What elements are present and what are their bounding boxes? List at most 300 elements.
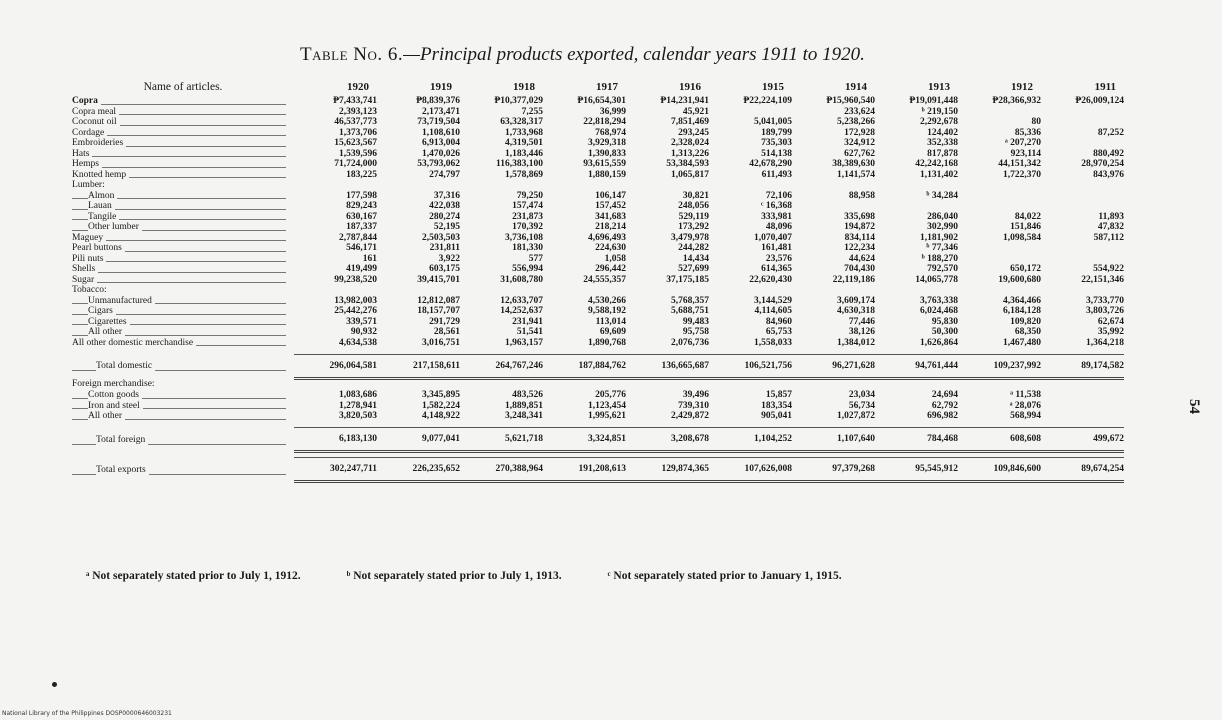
- exports-table: [72, 78, 1124, 483]
- value-cell: 194,872: [844, 222, 875, 233]
- value-cell: [460, 378, 543, 390]
- value-cell: [709, 180, 792, 191]
- value-cell: 293,245: [678, 127, 709, 138]
- article-name: Total exports: [96, 465, 149, 475]
- value-cell: 1,065,817: [671, 169, 709, 180]
- article-name: Hemps: [72, 159, 102, 169]
- article-name-cell: [72, 212, 294, 223]
- value-cell: 44,624: [848, 253, 875, 264]
- value-cell: [709, 107, 792, 118]
- value-cell: ₱14,231,941: [660, 96, 709, 107]
- article-name: Hats: [72, 149, 92, 159]
- value-cell: 2,328,024: [671, 138, 709, 149]
- value-cell: 1,467,480: [1003, 337, 1041, 348]
- article-name: Cotton goods: [88, 390, 142, 400]
- table-row: [72, 170, 1124, 181]
- value-cell: ᵇ 34,284: [926, 190, 958, 201]
- article-name: Almon: [88, 191, 117, 201]
- table-row: [72, 222, 1124, 233]
- value-cell: ₱16,654,301: [577, 96, 626, 107]
- value-cell: 161,481: [761, 243, 792, 254]
- article-name: All other domestic merchandise: [72, 338, 196, 348]
- value-cell: 151,846: [1010, 222, 1041, 233]
- value-cell: 6,184,128: [1003, 306, 1041, 317]
- value-cell: 4,634,538: [339, 337, 377, 348]
- value-cell: 35,992: [1097, 327, 1124, 338]
- value-cell: 1,027,872: [837, 411, 875, 422]
- value-cell: 1,058: [604, 253, 626, 264]
- column-header-year: 1913: [928, 81, 950, 93]
- value-cell: 3,248,341: [505, 411, 543, 422]
- value-cell: 1,278,941: [339, 400, 377, 411]
- value-cell: 52,195: [433, 222, 460, 233]
- value-cell: [1041, 254, 1124, 265]
- value-cell: 173,292: [678, 222, 709, 233]
- value-cell: 3,803,726: [1086, 306, 1124, 317]
- value-cell: 792,570: [927, 264, 958, 275]
- total-row: [72, 458, 1124, 482]
- value-cell: 611,493: [761, 169, 792, 180]
- value-cell: 1,104,252: [709, 428, 792, 452]
- value-cell: 2,076,736: [671, 337, 709, 348]
- value-cell: [377, 285, 460, 296]
- footnote: ᵃ Not separately stated prior to July 1, 1912.: [86, 570, 301, 582]
- article-name: All other: [88, 411, 125, 421]
- column-header-year: 1919: [430, 81, 452, 93]
- value-cell: 1,181,902: [920, 232, 958, 243]
- value-cell: 627,762: [844, 148, 875, 159]
- column-header-year: 1915: [762, 81, 784, 93]
- article-name: Sugar: [72, 275, 97, 285]
- value-cell: 3,208,678: [626, 428, 709, 452]
- article-name-cell: [72, 180, 294, 191]
- value-cell: 6,913,004: [422, 138, 460, 149]
- table-row: [72, 243, 1124, 254]
- value-cell: [1041, 180, 1124, 191]
- value-cell: 30,821: [682, 190, 709, 201]
- article-name: Shells: [72, 264, 98, 274]
- value-cell: 14,434: [682, 253, 709, 264]
- total-row: [72, 428, 1124, 452]
- leader-line: [72, 156, 286, 157]
- value-cell: 96,271,628: [792, 354, 875, 378]
- article-name-cell: [72, 327, 294, 338]
- table-row: [72, 296, 1124, 307]
- value-cell: 248,056: [678, 201, 709, 212]
- value-cell: 7,255: [521, 106, 543, 117]
- value-cell: [958, 378, 1041, 390]
- value-cell: 106,521,756: [709, 354, 792, 378]
- value-cell: 4,148,922: [422, 411, 460, 422]
- article-name-cell: [72, 401, 294, 412]
- value-cell: 1,131,402: [920, 169, 958, 180]
- table-row: [72, 107, 1124, 118]
- value-cell: 28,561: [433, 327, 460, 338]
- table-row: [72, 159, 1124, 170]
- article-name-cell: [72, 138, 294, 149]
- value-cell: 94,761,444: [875, 354, 958, 378]
- value-cell: 608,608: [958, 428, 1041, 452]
- article-name: Tangile: [88, 212, 119, 222]
- value-cell: 183,225: [346, 169, 377, 180]
- value-cell: 1,722,370: [1003, 169, 1041, 180]
- article-name: Total foreign: [96, 435, 148, 445]
- article-name-cell: [72, 222, 294, 233]
- value-cell: 1,470,026: [422, 148, 460, 159]
- value-cell: 556,994: [512, 264, 543, 275]
- value-cell: 1,384,012: [837, 337, 875, 348]
- article-name-cell: [72, 128, 294, 139]
- value-cell: 231,941: [512, 316, 543, 327]
- value-cell: ₱10,377,029: [494, 96, 543, 107]
- article-name: Cordage: [72, 128, 107, 138]
- value-cell: 183,354: [761, 400, 792, 411]
- value-cell: 42,678,290: [749, 159, 792, 170]
- value-cell: 704,430: [844, 264, 875, 275]
- value-cell: [958, 243, 1041, 254]
- value-cell: [543, 378, 626, 390]
- article-name-cell: [72, 117, 294, 128]
- value-cell: 3,929,318: [588, 138, 626, 149]
- value-cell: 39,415,701: [417, 274, 460, 285]
- column-header-year: 1920: [347, 81, 369, 93]
- value-cell: 1,098,584: [1003, 232, 1041, 243]
- value-cell: 1,995,621: [588, 411, 626, 422]
- value-cell: 3,763,338: [920, 295, 958, 306]
- value-cell: 1,539,596: [339, 148, 377, 159]
- value-cell: ᵇ 188,270: [921, 253, 958, 264]
- value-cell: ₱26,009,124: [1075, 96, 1124, 107]
- article-name-cell: [72, 428, 294, 452]
- value-cell: 22,620,430: [749, 274, 792, 285]
- value-cell: 264,767,246: [460, 354, 543, 378]
- value-cell: ᶜ 16,368: [761, 201, 792, 212]
- value-cell: 1,733,968: [505, 127, 543, 138]
- value-cell: 18,157,707: [417, 306, 460, 317]
- value-cell: 39,496: [682, 390, 709, 401]
- value-cell: 4,696,493: [588, 232, 626, 243]
- value-cell: 87,252: [1097, 127, 1124, 138]
- value-cell: 13,982,003: [334, 295, 377, 306]
- value-cell: [875, 180, 958, 191]
- article-name-cell: [72, 285, 294, 296]
- value-cell: 1,313,226: [671, 148, 709, 159]
- section-row: [72, 180, 1124, 191]
- value-cell: 419,499: [346, 264, 377, 275]
- article-name: Foreign merchandise:: [72, 379, 158, 389]
- footnote: ᵇ Not separately stated prior to July 1, 1913.: [346, 570, 562, 582]
- value-cell: 302,247,711: [294, 458, 377, 482]
- value-cell: 19,600,680: [998, 274, 1041, 285]
- value-cell: 24,555,357: [583, 274, 626, 285]
- value-cell: 739,310: [678, 400, 709, 411]
- value-cell: 233,624: [844, 106, 875, 117]
- value-cell: 270,388,964: [460, 458, 543, 482]
- value-cell: [958, 180, 1041, 191]
- value-cell: 22,151,346: [1081, 274, 1124, 285]
- value-cell: 554,922: [1093, 264, 1124, 275]
- value-cell: [792, 378, 875, 390]
- value-cell: 4,630,318: [837, 306, 875, 317]
- article-name: Maguey: [72, 233, 106, 243]
- article-name: Cigarettes: [88, 317, 130, 327]
- value-cell: 36,999: [599, 106, 626, 117]
- value-cell: 1,626,864: [920, 337, 958, 348]
- value-cell: 99,483: [682, 316, 709, 327]
- article-name: Total domestic: [96, 361, 155, 371]
- value-cell: 1,141,574: [837, 169, 875, 180]
- leader-line: [72, 272, 286, 273]
- article-name-cell: [72, 264, 294, 275]
- article-name-cell: [72, 201, 294, 212]
- value-cell: 843,976: [1093, 169, 1124, 180]
- value-cell: 4,114,605: [754, 306, 792, 317]
- value-cell: 577: [528, 253, 543, 264]
- value-cell: 124,402: [927, 127, 958, 138]
- article-name: Pearl buttons: [72, 243, 125, 253]
- value-cell: [1041, 243, 1124, 254]
- article-name: Lauan: [88, 201, 115, 211]
- article-name-cell: [72, 191, 294, 202]
- value-cell: 50,300: [931, 327, 958, 338]
- value-cell: 5,238,266: [837, 117, 875, 128]
- value-cell: [1041, 401, 1124, 412]
- value-cell: 122,234: [844, 243, 875, 254]
- table-row: [72, 401, 1124, 412]
- column-header-year: 1918: [513, 81, 535, 93]
- value-cell: 1,578,869: [505, 169, 543, 180]
- value-cell: 3,922: [438, 253, 460, 264]
- value-cell: 1,183,446: [505, 148, 543, 159]
- value-cell: [875, 285, 958, 296]
- value-cell: 109,820: [1010, 316, 1041, 327]
- column-header-year: 1912: [1011, 81, 1033, 93]
- value-cell: 1,070,407: [754, 232, 792, 243]
- section-row: [72, 285, 1124, 296]
- header-row: [72, 78, 1124, 96]
- value-cell: 38,126: [848, 327, 875, 338]
- value-cell: 3,820,503: [339, 411, 377, 422]
- value-cell: 170,392: [512, 222, 543, 233]
- value-cell: 483,526: [512, 390, 543, 401]
- article-name-cell: [72, 317, 294, 328]
- table-row: [72, 264, 1124, 275]
- table-row: [72, 212, 1124, 223]
- value-cell: 85,336: [1014, 127, 1041, 138]
- value-cell: [626, 378, 709, 390]
- table-row: [72, 275, 1124, 286]
- value-cell: [294, 285, 377, 296]
- value-cell: 53,384,593: [666, 159, 709, 170]
- article-name-cell: [72, 378, 294, 390]
- value-cell: 172,928: [844, 127, 875, 138]
- value-cell: 99,238,520: [334, 274, 377, 285]
- value-cell: [875, 201, 958, 212]
- article-name-cell: [72, 390, 294, 401]
- value-cell: 129,874,365: [626, 458, 709, 482]
- value-cell: 286,040: [927, 211, 958, 222]
- value-cell: 22,119,186: [832, 274, 875, 285]
- value-cell: [543, 180, 626, 191]
- value-cell: 352,338: [927, 138, 958, 149]
- value-cell: [1041, 378, 1124, 390]
- value-cell: 47,832: [1097, 222, 1124, 233]
- value-cell: 817,878: [927, 148, 958, 159]
- table-row: [72, 338, 1124, 349]
- article-name-cell: [72, 107, 294, 118]
- value-cell: 274,797: [429, 169, 460, 180]
- value-cell: 1,373,706: [339, 127, 377, 138]
- value-cell: 4,319,501: [505, 138, 543, 149]
- value-cell: [958, 107, 1041, 118]
- value-cell: 514,138: [761, 148, 792, 159]
- value-cell: 31,608,780: [500, 274, 543, 285]
- value-cell: ₱28,366,932: [992, 96, 1041, 107]
- value-cell: 2,503,503: [422, 232, 460, 243]
- article-name-cell: [72, 458, 294, 482]
- value-cell: 1,890,768: [588, 337, 626, 348]
- value-cell: 12,812,087: [417, 295, 460, 306]
- value-cell: 181,330: [512, 243, 543, 254]
- value-cell: [543, 285, 626, 296]
- table-row: [72, 191, 1124, 202]
- value-cell: 3,733,770: [1086, 295, 1124, 306]
- table-row: [72, 306, 1124, 317]
- value-cell: 2,393,123: [339, 106, 377, 117]
- value-cell: 784,468: [875, 428, 958, 452]
- value-cell: 1,889,851: [505, 400, 543, 411]
- table-row: [72, 390, 1124, 401]
- value-cell: [792, 201, 875, 212]
- value-cell: 23,576: [765, 253, 792, 264]
- article-name-cell: [72, 96, 294, 107]
- value-cell: 3,345,895: [422, 390, 460, 401]
- value-cell: 568,994: [1010, 411, 1041, 422]
- value-cell: 217,158,611: [377, 354, 460, 378]
- article-name-cell: [72, 296, 294, 307]
- value-cell: 905,041: [761, 411, 792, 422]
- value-cell: 95,830: [931, 316, 958, 327]
- article-name: Copra meal: [72, 107, 119, 117]
- article-name: Embroideries: [72, 138, 126, 148]
- value-cell: 189,799: [761, 127, 792, 138]
- value-cell: [958, 254, 1041, 265]
- column-header-year: 1917: [596, 81, 618, 93]
- title-prefix: Table No. 6.: [300, 44, 404, 65]
- value-cell: ᵇ 219,150: [921, 106, 958, 117]
- value-cell: 923,114: [1010, 148, 1041, 159]
- table-row: [72, 138, 1124, 149]
- value-cell: 280,274: [429, 211, 460, 222]
- article-name-cell: [72, 275, 294, 286]
- value-cell: 97,379,268: [792, 458, 875, 482]
- value-cell: [1041, 107, 1124, 118]
- value-cell: [294, 180, 377, 191]
- value-cell: 5,688,751: [671, 306, 709, 317]
- value-cell: 1,963,157: [505, 337, 543, 348]
- value-cell: [1041, 117, 1124, 128]
- table-row: [72, 149, 1124, 160]
- value-cell: [626, 285, 709, 296]
- value-cell: [958, 285, 1041, 296]
- column-header-year: 1911: [1094, 81, 1116, 93]
- value-cell: 23,034: [848, 390, 875, 401]
- table-row: [72, 117, 1124, 128]
- article-name-cell: [72, 233, 294, 244]
- value-cell: 244,282: [678, 243, 709, 254]
- footnotes: [86, 570, 1126, 582]
- value-cell: 107,626,008: [709, 458, 792, 482]
- value-cell: 161: [362, 253, 377, 264]
- value-cell: 191,208,613: [543, 458, 626, 482]
- value-cell: 51,541: [516, 327, 543, 338]
- value-cell: 226,235,652: [377, 458, 460, 482]
- value-cell: 37,316: [433, 190, 460, 201]
- value-cell: 735,303: [761, 138, 792, 149]
- article-name: Tobacco:: [72, 285, 110, 295]
- value-cell: 1,582,224: [422, 400, 460, 411]
- article-name-cell: [72, 243, 294, 254]
- value-cell: 422,038: [429, 201, 460, 212]
- value-cell: 80: [1031, 117, 1041, 128]
- value-cell: 90,932: [350, 327, 377, 338]
- column-header-year: 1916: [679, 81, 701, 93]
- value-cell: 71,724,000: [334, 159, 377, 170]
- footnote: ᶜ Not separately stated prior to January 1, 1915.: [607, 570, 842, 582]
- value-cell: 79,250: [516, 190, 543, 201]
- value-cell: 14,252,637: [500, 306, 543, 317]
- table-row: [72, 327, 1124, 338]
- value-cell: 3,479,978: [671, 232, 709, 243]
- value-cell: 46,537,773: [334, 117, 377, 128]
- page-title: [300, 44, 940, 66]
- value-cell: 880,492: [1093, 148, 1124, 159]
- value-cell: 3,736,108: [505, 232, 543, 243]
- article-name: Unmanufactured: [88, 296, 155, 306]
- value-cell: 177,598: [346, 190, 377, 201]
- total-row: [72, 354, 1124, 378]
- value-cell: 187,337: [346, 222, 377, 233]
- value-cell: 614,365: [761, 264, 792, 275]
- value-cell: 1,123,454: [588, 400, 626, 411]
- value-cell: 7,851,469: [671, 117, 709, 128]
- value-cell: [709, 378, 792, 390]
- value-cell: [377, 378, 460, 390]
- value-cell: [792, 285, 875, 296]
- value-cell: ₱8,839,376: [416, 96, 460, 107]
- value-cell: 11,893: [1098, 211, 1124, 222]
- value-cell: 2,787,844: [339, 232, 377, 243]
- value-cell: 6,183,130: [294, 428, 377, 452]
- value-cell: 113,014: [595, 316, 626, 327]
- value-cell: 69,609: [599, 327, 626, 338]
- value-cell: 77,446: [848, 316, 875, 327]
- article-name: Copra: [72, 96, 101, 106]
- value-cell: 5,041,005: [754, 117, 792, 128]
- value-cell: 44,151,342: [998, 159, 1041, 170]
- value-cell: ₱7,433,741: [333, 96, 377, 107]
- value-cell: 231,873: [512, 211, 543, 222]
- value-cell: [460, 285, 543, 296]
- value-cell: 1,880,159: [588, 169, 626, 180]
- value-cell: 65,753: [765, 327, 792, 338]
- value-cell: 56,734: [848, 400, 875, 411]
- article-name: All other: [88, 327, 125, 337]
- value-cell: 1,390,833: [588, 148, 626, 159]
- article-name: Pili nuts: [72, 254, 106, 264]
- value-cell: 62,792: [931, 400, 958, 411]
- value-cell: [626, 180, 709, 191]
